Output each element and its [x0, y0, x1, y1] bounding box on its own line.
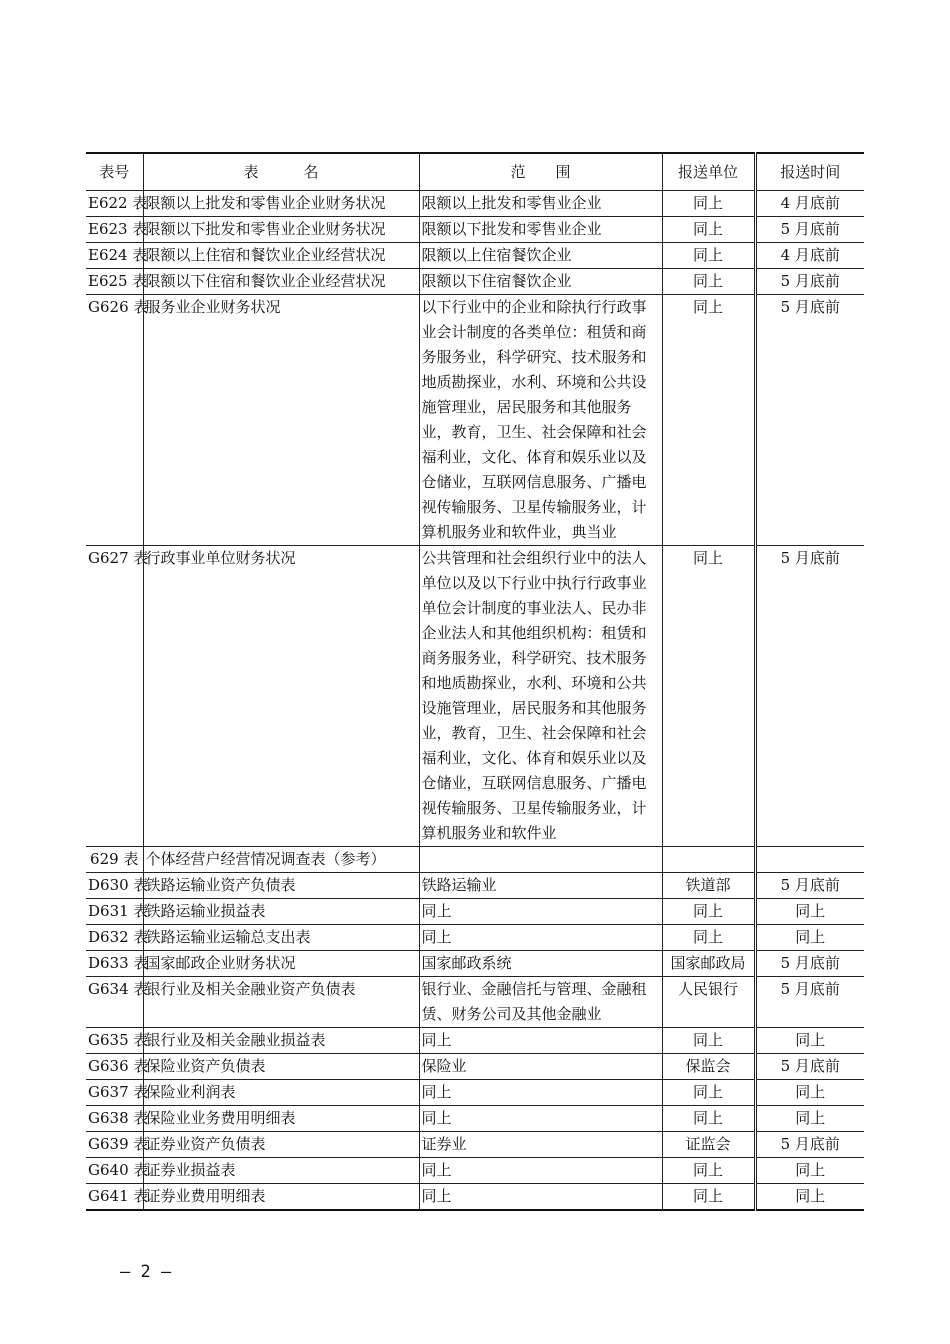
table-scope-cell: 同上	[419, 1028, 662, 1054]
table-name-cell: 证券业费用明细表	[143, 1184, 419, 1211]
table-time-cell: 同上	[755, 925, 864, 951]
table-name-cell: 限额以上住宿和餐饮业企业经营状况	[143, 243, 419, 269]
table-row	[86, 1184, 864, 1211]
table-scope-cell: 限额以下批发和零售业企业	[419, 217, 662, 243]
header-name: 表 名	[143, 153, 419, 191]
table-scope-cell: 保险业	[419, 1054, 662, 1080]
table-row	[86, 217, 864, 243]
header-scope: 范 围	[419, 153, 662, 191]
table-code-cell: G637 表	[86, 1080, 143, 1106]
table-time-cell: 5 月底前	[755, 1132, 864, 1158]
table-name-cell: 国家邮政企业财务状况	[143, 951, 419, 977]
table-name-cell: 证券业资产负债表	[143, 1132, 419, 1158]
table-row	[86, 925, 864, 951]
table-code-cell: G635 表	[86, 1028, 143, 1054]
table-row	[86, 191, 864, 217]
table-unit-cell: 同上	[662, 269, 755, 295]
table-code-cell: E625 表	[86, 269, 143, 295]
table-time-cell: 同上	[755, 1184, 864, 1211]
table-name-cell: 铁路运输业资产负债表	[143, 873, 419, 899]
table-row	[86, 1028, 864, 1054]
table-code-cell: D630 表	[86, 873, 143, 899]
table-row	[86, 1158, 864, 1184]
table-time-cell	[755, 847, 864, 873]
table-code-cell: G626 表	[86, 295, 143, 546]
table-time-cell: 5 月底前	[755, 873, 864, 899]
table-unit-cell: 同上	[662, 1080, 755, 1106]
table-unit-cell: 铁道部	[662, 873, 755, 899]
table-code-cell: G638 表	[86, 1106, 143, 1132]
table-unit-cell: 同上	[662, 217, 755, 243]
table-row	[86, 1132, 864, 1158]
table-name-cell: 保险业利润表	[143, 1080, 419, 1106]
table-scope-cell: 证券业	[419, 1132, 662, 1158]
report-schedule-table	[86, 152, 864, 1211]
table-unit-cell: 国家邮政局	[662, 951, 755, 977]
table-name-cell: 银行业及相关金融业损益表	[143, 1028, 419, 1054]
table-row	[86, 1080, 864, 1106]
table-code-cell: E624 表	[86, 243, 143, 269]
table-code-cell: G641 表	[86, 1184, 143, 1211]
table-body	[86, 191, 864, 1211]
table-name-cell: 行政事业单位财务状况	[143, 546, 419, 847]
table-name-cell: 证券业损益表	[143, 1158, 419, 1184]
table-scope-cell: 以下行业中的企业和除执行行政事业会计制度的各类单位：租赁和商务服务业，科学研究、技术服务和地质勘探业，水利、环境和公共设施管理业，居民服务和其他服务业，教育，卫生、社会保障和社会福利业，文化、体育和娱乐业以及仓储业，互联网信息服务、广播电视传输服务、卫星传输服务业，计算机服务业和软件业，典当业	[419, 295, 662, 546]
table-scope-cell: 限额以上批发和零售业企业	[419, 191, 662, 217]
table-scope-cell: 同上	[419, 1184, 662, 1211]
table-header-row	[86, 153, 864, 191]
table-code-cell: D631 表	[86, 899, 143, 925]
table-unit-cell: 同上	[662, 295, 755, 546]
table-code-cell: G634 表	[86, 977, 143, 1028]
table-unit-cell: 人民银行	[662, 977, 755, 1028]
table-code-cell: G639 表	[86, 1132, 143, 1158]
table-row	[86, 951, 864, 977]
table-scope-cell: 限额以上住宿餐饮企业	[419, 243, 662, 269]
table-time-cell: 5 月底前	[755, 295, 864, 546]
table-row	[86, 1054, 864, 1080]
table-code-cell: 629 表	[86, 847, 143, 873]
table-unit-cell: 同上	[662, 1184, 755, 1211]
table-time-cell: 同上	[755, 1158, 864, 1184]
table-name-cell: 银行业及相关金融业资产负债表	[143, 977, 419, 1028]
table-code-cell: E622 表	[86, 191, 143, 217]
table-unit-cell: 同上	[662, 546, 755, 847]
table-time-cell: 同上	[755, 1106, 864, 1132]
table-name-cell: 限额以下住宿和餐饮业企业经营状况	[143, 269, 419, 295]
table-name-cell: 铁路运输业运输总支出表	[143, 925, 419, 951]
table-code-cell: E623 表	[86, 217, 143, 243]
table-scope-cell: 公共管理和社会组织行业中的法人单位以及以下行业中执行行政事业单位会计制度的事业法人、民办非企业法人和其他组织机构：租赁和商务服务业，科学研究、技术服务和地质勘探业，水利、环境和公共设施管理业，居民服务和其他服务业，教育，卫生、社会保障和社会福利业，文化、体育和娱乐业以及仓储业，互联网信息服务、广播电视传输服务、卫星传输服务业，计算机服务业和软件业	[419, 546, 662, 847]
table-row	[86, 847, 864, 873]
table-unit-cell: 同上	[662, 243, 755, 269]
table-unit-cell: 同上	[662, 899, 755, 925]
table-scope-cell: 同上	[419, 1080, 662, 1106]
table-scope-cell: 限额以下住宿餐饮企业	[419, 269, 662, 295]
table-unit-cell: 证监会	[662, 1132, 755, 1158]
table-scope-cell: 铁路运输业	[419, 873, 662, 899]
table-scope-cell: 同上	[419, 1106, 662, 1132]
page-number: — 2 —	[120, 1262, 172, 1282]
table-unit-cell: 同上	[662, 1106, 755, 1132]
table-scope-cell: 同上	[419, 925, 662, 951]
table-time-cell: 5 月底前	[755, 217, 864, 243]
header-time: 报送时间	[755, 153, 864, 191]
table-time-cell: 5 月底前	[755, 1054, 864, 1080]
table-name-cell: 个体经营户经营情况调查表（参考）	[143, 847, 419, 873]
table-name-cell: 限额以下批发和零售业企业财务状况	[143, 217, 419, 243]
table-scope-cell: 银行业、金融信托与管理、金融租赁、财务公司及其他金融业	[419, 977, 662, 1028]
table-row	[86, 295, 864, 546]
table-name-cell: 保险业业务费用明细表	[143, 1106, 419, 1132]
table-row	[86, 1106, 864, 1132]
table-unit-cell: 同上	[662, 925, 755, 951]
table-unit-cell: 同上	[662, 191, 755, 217]
table-unit-cell: 同上	[662, 1028, 755, 1054]
table-unit-cell	[662, 847, 755, 873]
table-name-cell: 保险业资产负债表	[143, 1054, 419, 1080]
table-unit-cell: 同上	[662, 1158, 755, 1184]
table-code-cell: G640 表	[86, 1158, 143, 1184]
table-scope-cell: 国家邮政系统	[419, 951, 662, 977]
header-code: 表号	[86, 153, 143, 191]
table-name-cell: 铁路运输业损益表	[143, 899, 419, 925]
table-time-cell: 4 月底前	[755, 243, 864, 269]
header-unit: 报送单位	[662, 153, 755, 191]
table-row	[86, 977, 864, 1028]
table-row	[86, 899, 864, 925]
table-scope-cell	[419, 847, 662, 873]
table-time-cell: 4 月底前	[755, 191, 864, 217]
table-scope-cell: 同上	[419, 1158, 662, 1184]
table-time-cell: 同上	[755, 899, 864, 925]
table-row	[86, 269, 864, 295]
table-code-cell: D632 表	[86, 925, 143, 951]
table-code-cell: G636 表	[86, 1054, 143, 1080]
table-time-cell: 5 月底前	[755, 546, 864, 847]
table-name-cell: 限额以上批发和零售业企业财务状况	[143, 191, 419, 217]
table-time-cell: 同上	[755, 1080, 864, 1106]
table-name-cell: 服务业企业财务状况	[143, 295, 419, 546]
table-time-cell: 5 月底前	[755, 977, 864, 1028]
table-unit-cell: 保监会	[662, 1054, 755, 1080]
table-time-cell: 同上	[755, 1028, 864, 1054]
table-time-cell: 5 月底前	[755, 951, 864, 977]
table-code-cell: D633 表	[86, 951, 143, 977]
table-time-cell: 5 月底前	[755, 269, 864, 295]
table-row	[86, 243, 864, 269]
table-row	[86, 873, 864, 899]
table-code-cell: G627 表	[86, 546, 143, 847]
table-row	[86, 546, 864, 847]
table-scope-cell: 同上	[419, 899, 662, 925]
